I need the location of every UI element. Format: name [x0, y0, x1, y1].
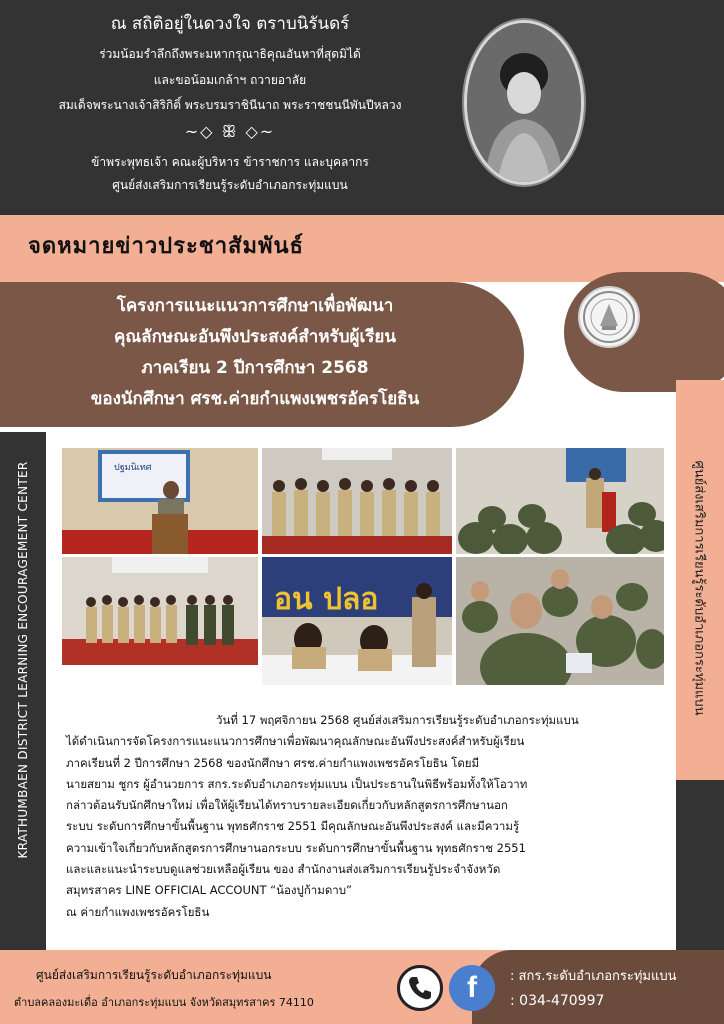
phone-icon [397, 965, 443, 1011]
memorial-line-4: สมเด็จพระนางเจ้าสิริกิติ์ พระบรมราชินีนาถ พระราชชนนีพันปีหลวง [58, 98, 402, 112]
memorial-title: ณ สถิติอยู่ในดวงใจ ตราบนิรันดร์ [110, 14, 350, 34]
banner-text: อน ปลอ [274, 582, 379, 617]
right-dark-block [676, 780, 724, 950]
ornament-divider: ~◇ ꕥ ◇~ [184, 122, 276, 141]
article-line: ได้ดำเนินการจัดโครงการแนะแนวการศึกษาเพื่อพัฒนาคุณลักษณะอันพึงประสงค์สำหรับผู้เรียน [66, 734, 525, 749]
project-title-line-2: คุณลักษณะอันพึงประสงค์สำหรับผู้เรียน [114, 327, 396, 347]
photo-soldiers-reading [456, 557, 664, 685]
article-line: ณ ค่ายกำแพงเพชรอัครโยธิน [66, 904, 210, 919]
phone-number[interactable]: : 034-470997 [510, 993, 605, 1009]
article-line: ความเข้าใจเกี่ยวกับหลักสูตรการศึกษานอกระบบ ระดับการศึกษาขั้นพื้นฐาน พุทธศักราช 2551 [66, 840, 526, 855]
photo-group-with-soldiers [62, 557, 258, 665]
memorial-line-6: ศูนย์ส่งเสริมการเรียนรู้ระดับอำเภอกระทุ่มแบน [112, 178, 348, 192]
article-body [66, 710, 666, 923]
project-title-line-4: ของนักศึกษา ศรช.ค่ายกำแพงเพชรอัครโยธิน [90, 389, 420, 409]
footer-address: ตำบลคลองมะเดื่อ อำเภอกระทุ่มแบน จังหวัดสมุทรสาคร 74110 [14, 996, 314, 1009]
facebook-page-name[interactable]: : สกร.ระดับอำเภอกระทุ่มแบน [510, 969, 677, 984]
royal-portrait [464, 20, 584, 185]
article-line: ระบบ ระดับการศึกษาขั้นพื้นฐาน พุทธศักราช 2551 มีคุณลักษณะอันพึงประสงค์ และมีความรู้ [66, 819, 520, 834]
footer-org-name: ศูนย์ส่งเสริมการเรียนรู้ระดับอำเภอกระทุ่มแบน [36, 968, 272, 982]
article-line: สมุทรสาคร LINE OFFICIAL ACCOUNT “น้องปูก้ามดาบ” [66, 883, 353, 898]
photo-speaker-podium [62, 448, 258, 554]
center-name-english: KRATHUMBAEN DISTRICT LEARNING ENCOURAGEMENT CENTER [16, 461, 30, 859]
agency-logo [578, 286, 640, 348]
article-line: นายสยาม ชูกร ผู้อำนวยการ สกร.ระดับอำเภอกระทุ่มแบน เป็นประธานในพิธีพร้อมทั้งให้โอวาท [66, 776, 528, 791]
article-line: และและแนะนำระบบดูแลช่วยเหลือผู้เรียน ของ สำนักงานส่งเสริมการเรียนรู้ประจำจังหวัด [66, 862, 501, 877]
photo-group-standing [262, 448, 452, 554]
photo-soldiers-audience [456, 448, 664, 554]
memorial-line-2: ร่วมน้อมรำลึกถึงพระมหากรุณาธิคุณอันหาที่สุดมิได้ [99, 47, 361, 61]
project-title-line-3: ภาคเรียน 2 ปีการศึกษา 2568 [141, 358, 369, 378]
footer-contact-panel [472, 950, 724, 1024]
center-name-thai-vertical: ศูนย์ส่งเสริมการเรียนรู้ระดับอำเภอกระทุ่มแบน [691, 460, 707, 716]
memorial-line-3: และขอน้อมเกล้าฯ ถวายอาลัย [153, 73, 307, 87]
article-line: กล่าวต้อนรับนักศึกษาใหม่ เพื่อให้ผู้เรียนได้ทราบรายละเอียดเกี่ยวกับหลักสูตรการศึกษานอก [66, 798, 508, 813]
article-line: ภาคเรียนที่ 2 ปีการศึกษา 2568 ของนักศึกษา ศรช.ค่ายกำแพงเพชรอัครโยธิน โดยมี [66, 755, 480, 770]
memorial-line-5: ข้าพระพุทธเจ้า คณะผู้บริหาร ข้าราชการ และบุคลากร [91, 155, 369, 169]
slide-title: ปฐมนิเทศ [114, 463, 152, 473]
project-title-line-1: โครงการแนะแนวการศึกษาเพื่อพัฒนา [116, 296, 394, 316]
newsletter-title: จดหมายข่าวประชาสัมพันธ์ [28, 234, 304, 259]
article-line: วันที่ 17 พฤศจิกายน 2568 ศูนย์ส่งเสริมการเรียนรู้ระดับอำเภอกระทุ่มแบน [216, 713, 579, 727]
photo-registration-desk [262, 557, 452, 685]
facebook-icon: f [449, 965, 495, 1011]
